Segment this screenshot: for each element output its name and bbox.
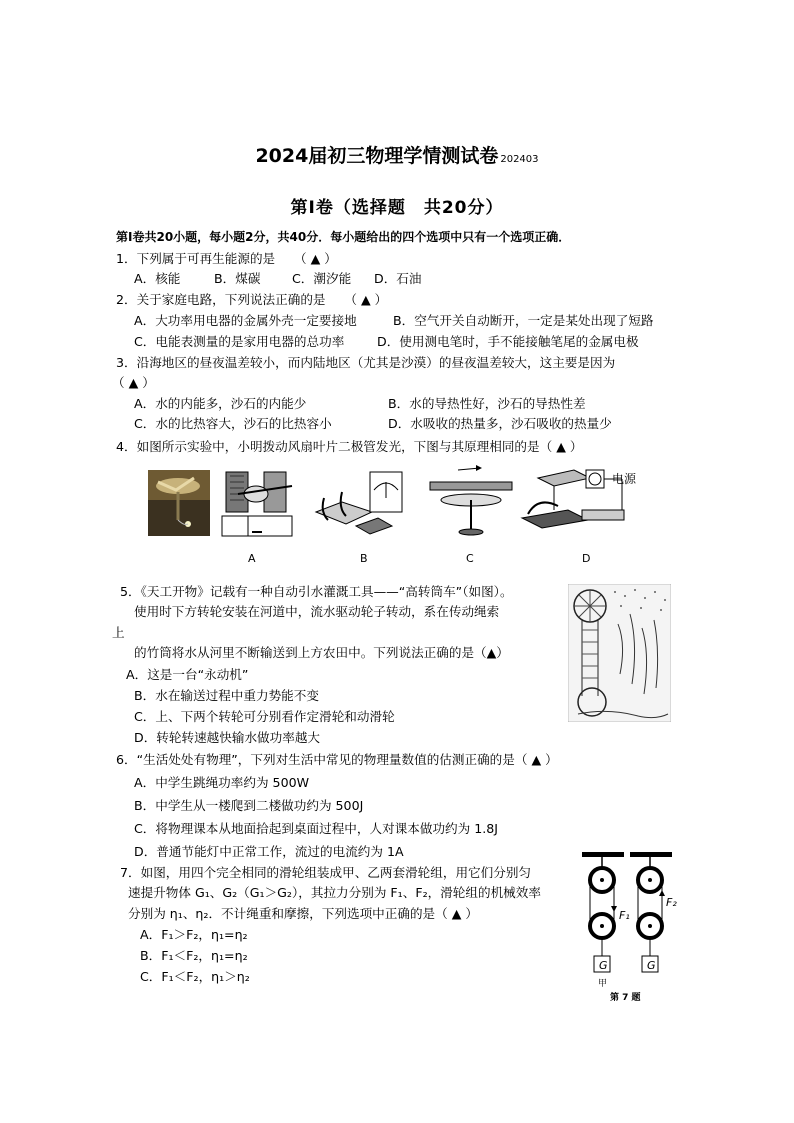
q6-option-a: A．中学生跳绳功率约为 500W bbox=[134, 775, 310, 790]
title-text: 2024届初三物理学情测试卷 bbox=[255, 145, 499, 167]
q5-line2: 使用时下方转轮安装在河道中，流水驱动轮子转动，系在传动绳索 bbox=[134, 604, 500, 619]
q2-stem: 2．关于家庭电路，下列说法正确的是 （ ▲ ） bbox=[116, 292, 388, 307]
q6-option-c: C．将物理课本从地面拾起到桌面过程中，人对课本做功约为 1.8J bbox=[134, 821, 498, 836]
q5-option-a: A．这是一台“永动机” bbox=[126, 667, 249, 682]
label-jia: 甲 bbox=[598, 979, 608, 989]
q5-line3: 上 bbox=[112, 625, 125, 640]
q5-line1: 5．《天工开物》记载有一种自动引水灌溉工具——“高转筒车”（如图）。 bbox=[120, 584, 513, 599]
figure-label-b: B bbox=[360, 552, 368, 565]
q2-option-d: D．使用测电笔时，手不能接触笔尾的金属电极 bbox=[377, 334, 639, 349]
q5-option-c: C．上、下两个转轮可分别看作定滑轮和动滑轮 bbox=[134, 709, 395, 724]
label-f1: F₁ bbox=[619, 909, 630, 922]
q7-line3: 分别为 η₁、η₂．不计绳重和摩擦，下列选项中正确的是（ ▲ ） bbox=[128, 906, 479, 921]
q6-option-b: B．中学生从一楼爬到二楼做功约为 500J bbox=[134, 798, 364, 813]
figure-a-motor-circuit bbox=[218, 468, 298, 540]
fan-led-photo bbox=[148, 470, 210, 536]
q3-stem: 3．沿海地区的昼夜温差较小，而内陆地区（尤其是沙漠）的昼夜温差较大，这主要是因为 bbox=[116, 355, 616, 370]
title-code: 202403 bbox=[500, 154, 539, 165]
q2-option-a: A．大功率用电器的金属外壳一定要接地 bbox=[134, 313, 357, 328]
q3-option-d: D．水吸收的热量多，沙石吸收的热量少 bbox=[388, 416, 612, 431]
q6-stem: 6．“生活处处有物理”，下列对生活中常见的物理量数值的估测正确的是（ ▲ ） bbox=[116, 752, 558, 767]
q3-option-c: C．水的比热容大，沙石的比热容小 bbox=[134, 416, 332, 431]
q5-option-d: D．转轮转速越快输水做功率越大 bbox=[134, 730, 321, 745]
q7-line2: 速提升物体 G₁、G₂（G₁＞G₂），其拉力分别为 F₁、F₂，滑轮组的机械效率 bbox=[128, 885, 541, 900]
figure-c-magnet-compass bbox=[426, 464, 516, 540]
q6-option-d: D．普通节能灯中正常工作，流过的电流约为 1A bbox=[134, 844, 404, 859]
q3-option-a: A．水的内能多，沙石的内能少 bbox=[134, 396, 307, 411]
figure-caption: 第 7 题 bbox=[610, 993, 641, 1003]
q1-stem: 1．下列属于可再生能源的是 （ ▲ ） bbox=[116, 251, 337, 266]
q3-stem-answer: （ ▲ ） bbox=[112, 375, 155, 390]
q4-stem: 4．如图所示实验中，小明拨动风扇叶片二极管发光，下图与其原理相同的是（ ▲ ） bbox=[116, 439, 583, 454]
instructions: 第Ⅰ卷共20小题，每小题2分，共40分．每小题给出的四个选项中只有一个选项正确． bbox=[116, 230, 571, 244]
power-label: 电源 bbox=[612, 472, 637, 486]
waterwheel-illustration bbox=[568, 584, 671, 722]
figure-label-a: A bbox=[248, 552, 256, 565]
figure-label-d: D bbox=[582, 552, 591, 565]
q1-option-c: C．潮汐能 bbox=[292, 271, 352, 286]
label-g2: G bbox=[647, 959, 656, 972]
label-g1: G bbox=[599, 959, 608, 972]
figure-b-galvanometer bbox=[312, 468, 410, 540]
q7-option-b: B．F₁＜F₂，η₁=η₂ bbox=[140, 948, 248, 963]
q1-option-a: A．核能 bbox=[134, 271, 181, 286]
q3-option-b: B．水的导热性好，沙石的导热性差 bbox=[388, 396, 586, 411]
pulley-systems-figure bbox=[578, 850, 686, 986]
section-title: 第Ⅰ卷（选择题 共20分） bbox=[290, 198, 504, 218]
figure-label-c: C bbox=[466, 552, 474, 565]
q5-option-b: B．水在输送过程中重力势能不变 bbox=[134, 688, 319, 703]
q2-option-c: C．电能表测量的是家用电器的总功率 bbox=[134, 334, 345, 349]
page-title bbox=[0, 141, 794, 168]
q1-option-b: B．煤碳 bbox=[214, 271, 261, 286]
q2-option-b: B．空气开关自动断开，一定是某处出现了短路 bbox=[393, 313, 654, 328]
q7-option-c: C．F₁＜F₂，η₁＞η₂ bbox=[140, 969, 250, 984]
q1-option-d: D．石油 bbox=[374, 271, 422, 286]
q7-option-a: A．F₁＞F₂，η₁=η₂ bbox=[140, 927, 248, 942]
q5-line4: 的竹筒将水从河里不断输送到上方农田中。下列说法正确的是（▲） bbox=[134, 645, 509, 660]
q7-line1: 7．如图，用四个完全相同的滑轮组装成甲、乙两套滑轮组，用它们分别匀 bbox=[120, 865, 532, 880]
label-f2: F₂ bbox=[666, 896, 677, 909]
